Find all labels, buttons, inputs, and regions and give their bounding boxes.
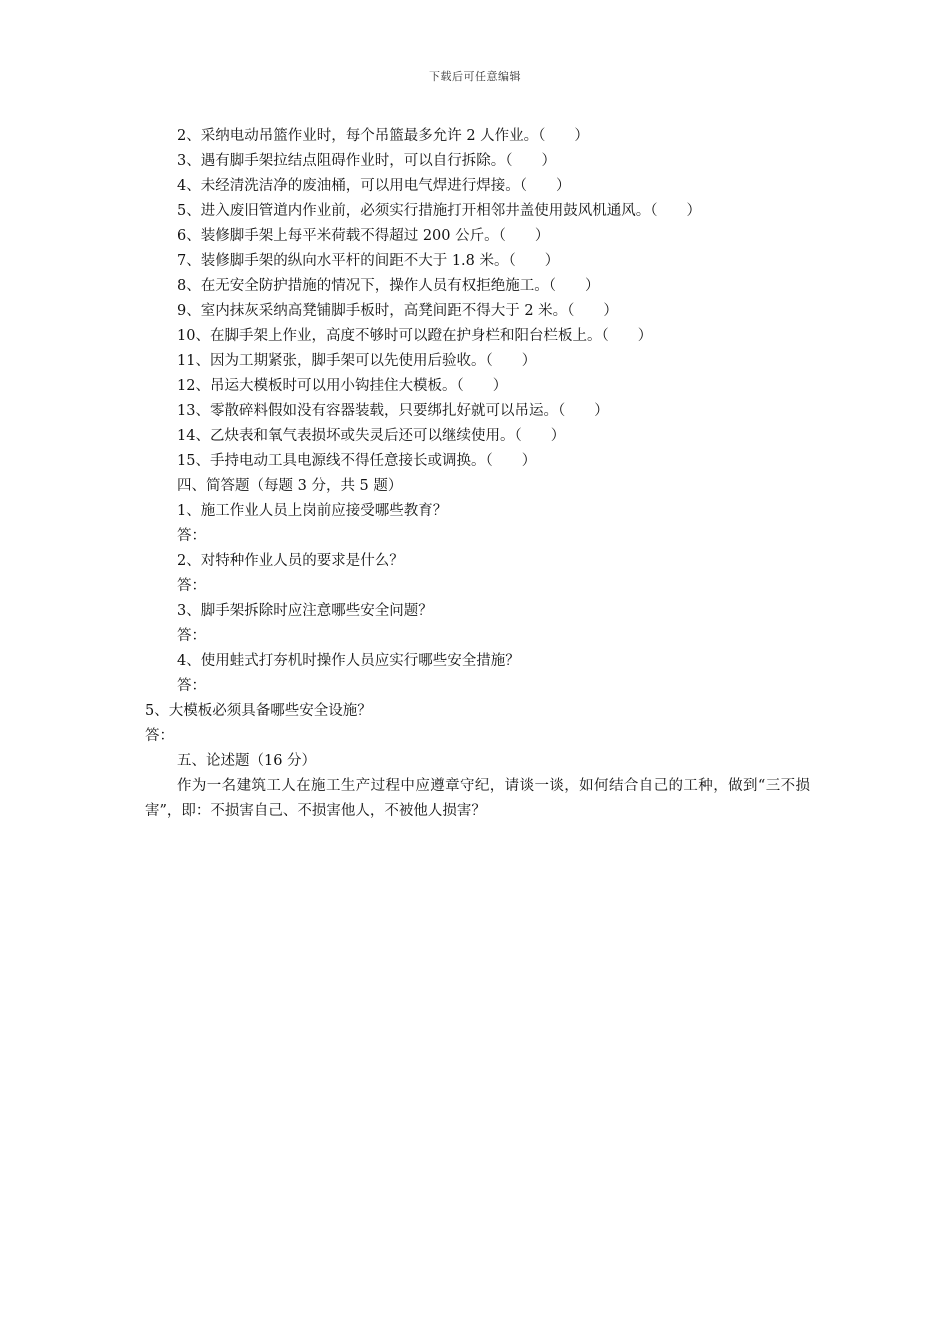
question-text: 5、大模板必须具备哪些安全设施？ xyxy=(145,703,372,719)
judgement-item: 5、进入废旧管道内作业前，必须实行措施打开相邻井盖使用鼓风机通风。（ ） xyxy=(177,203,701,219)
section-title: 五、论述题（16 分） xyxy=(177,753,317,769)
short-answer-section xyxy=(145,474,810,749)
judgement-item: 14、乙炔表和氧气表损坏或失灵后还可以继续使用。（ ） xyxy=(177,428,566,444)
answer-label: 答： xyxy=(177,678,206,694)
essay-section xyxy=(145,749,810,824)
judgement-item: 9、室内抹灰采纳高凳铺脚手板时，高凳间距不得大于 2 米。（ ） xyxy=(177,303,618,319)
judgement-item: 7、装修脚手架的纵向水平杆的间距不大于 1.8 米。（ ） xyxy=(177,253,560,269)
judgement-item: 4、未经清洗洁净的废油桶，可以用电气焊进行焊接。（ ） xyxy=(177,178,571,194)
answer-label: 答： xyxy=(177,578,206,594)
judgement-question-list xyxy=(145,124,810,474)
question-text: 4、使用蛙式打夯机时操作人员应实行哪些安全措施？ xyxy=(177,653,520,669)
judgement-item: 13、零散碎料假如没有容器装载，只要绑扎好就可以吊运。（ ） xyxy=(177,403,609,419)
document-body xyxy=(145,124,810,824)
answer-label: 答： xyxy=(177,528,206,544)
answer-label: 答： xyxy=(145,728,174,744)
judgement-item: 6、装修脚手架上每平米荷载不得超过 200 公斤。（ ） xyxy=(177,228,550,244)
question-text: 2、对特种作业人员的要求是什么？ xyxy=(177,553,404,569)
judgement-item: 15、手持电动工具电源线不得任意接长或调换。（ ） xyxy=(177,453,537,469)
question-text: 3、脚手架拆除时应注意哪些安全问题？ xyxy=(177,603,433,619)
section-title: 四、简答题（每题 3 分，共 5 题） xyxy=(177,478,403,494)
essay-prompt: 作为一名建筑工人在施工生产过程中应遵章守纪，请谈一谈，如何结合自己的工种，做到“三不损害”，即：不损害自己、不损害他人，不被他人损害？ xyxy=(145,778,810,819)
answer-label: 答： xyxy=(177,628,206,644)
judgement-item: 3、遇有脚手架拉结点阻碍作业时，可以自行拆除。（ ） xyxy=(177,153,556,169)
judgement-item: 2、采纳电动吊篮作业时，每个吊篮最多允许 2 人作业。（ ） xyxy=(177,128,589,144)
judgement-item: 8、在无安全防护措施的情况下，操作人员有权拒绝施工。（ ） xyxy=(177,278,600,294)
judgement-item: 11、因为工期紧张，脚手架可以先使用后验收。（ ） xyxy=(177,353,537,369)
question-text: 1、施工作业人员上岗前应接受哪些教育？ xyxy=(177,503,448,519)
judgement-item: 10、在脚手架上作业，高度不够时可以蹬在护身栏和阳台栏板上。（ ） xyxy=(177,328,653,344)
judgement-item: 12、吊运大模板时可以用小钩挂住大模板。（ ） xyxy=(177,378,508,394)
page-header: 下载后可任意编辑 xyxy=(429,70,521,83)
